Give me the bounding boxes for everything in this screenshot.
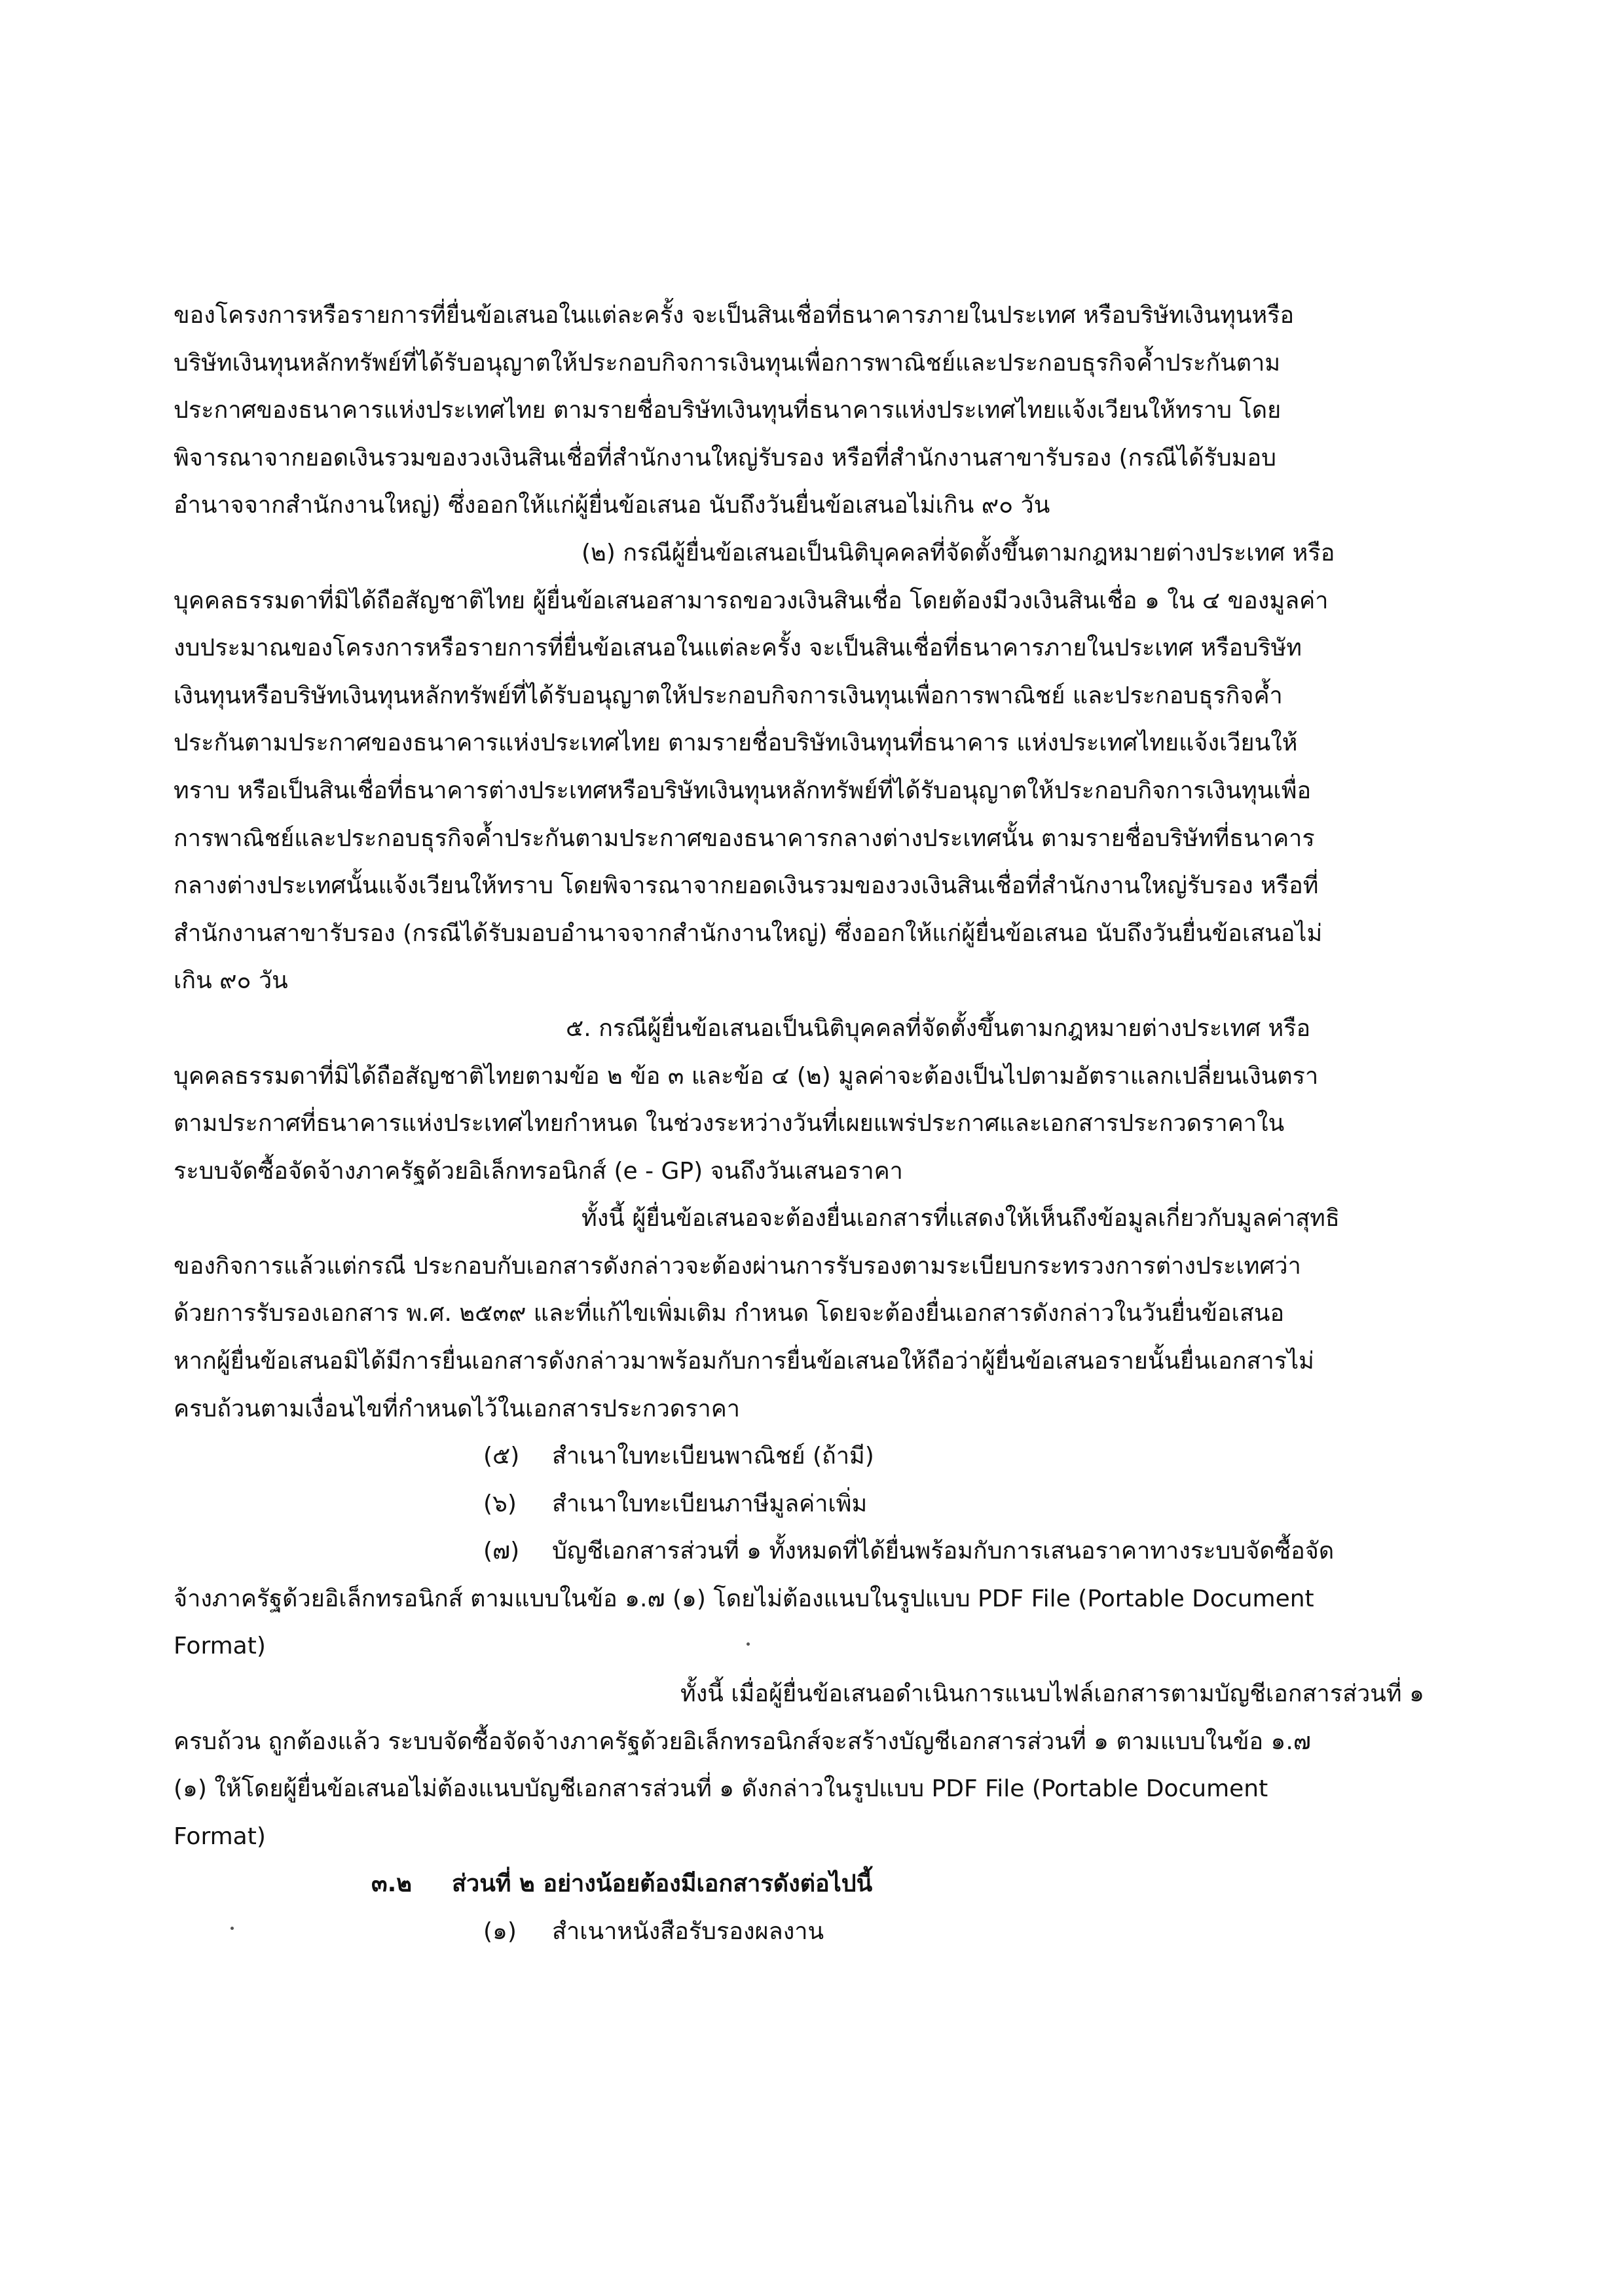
body-line: อำนาจจากสำนักงานใหญ่) ซึ่งออกให้แก่ผู้ยื่นข้อเสนอ นับถึงวันยื่นข้อเสนอไม่เกิน ๙๐ วัน (174, 492, 1050, 519)
body-line: ด้วยการรับรองเอกสาร พ.ศ. ๒๕๓๙ และที่แก้ไขเพิ่มเติม กำหนด โดยจะต้องยื่นเอกสารดังกล่าวในวันยื่นข้อเสนอ (174, 1300, 1285, 1327)
list-item-number: (๗) (483, 1538, 520, 1565)
body-line: ครบถ้วน ถูกต้องแล้ว ระบบจัดซื้อจัดจ้างภาครัฐด้วยอิเล็กทรอนิกส์จะสร้างบัญชีเอกสารส่วนที่ ๑ ตามแบบในข้อ ๑.๗ (174, 1728, 1311, 1755)
body-line: ทั้งนี้ เมื่อผู้ยื่นข้อเสนอดำเนินการแนบไฟล์เอกสารตามบัญชีเอกสารส่วนที่ ๑ (680, 1680, 1424, 1707)
body-line: ครบถ้วนตามเงื่อนไขที่กำหนดไว้ในเอกสารประกวดราคา (174, 1396, 741, 1422)
list-item-text: บัญชีเอกสารส่วนที่ ๑ ทั้งหมดที่ได้ยื่นพร้อมกับการเสนอราคาทางระบบจัดซื้อจัด (552, 1538, 1335, 1565)
body-line: Format) (174, 1823, 266, 1850)
list-item-text: สำเนาหนังสือรับรองผลงาน (552, 1918, 824, 1945)
list-item-text: สำเนาใบทะเบียนพาณิชย์ (ถ้ามี) (552, 1443, 874, 1470)
body-line: พิจารณาจากยอดเงินรวมของวงเงินสินเชื่อที่สำนักงานใหญ่รับรอง หรือที่สำนักงานสาขารับรอง (กรณีได้รับมอบ (174, 445, 1276, 472)
stray-mark (747, 1642, 750, 1646)
body-line: (๒) กรณีผู้ยื่นข้อเสนอเป็นนิติบุคคลที่จัดตั้งขึ้นตามกฎหมายต่างประเทศ หรือ (581, 540, 1335, 566)
section-number: ๓.๒ (371, 1870, 413, 1897)
body-line: ของกิจการแล้วแต่กรณี ประกอบกับเอกสารดังกล่าวจะต้องผ่านการรับรองตามระเบียบกระทรวงการต่างประเทศว่า (174, 1253, 1301, 1280)
body-line: จ้างภาครัฐด้วยอิเล็กทรอนิกส์ ตามแบบในข้อ ๑.๗ (๑) โดยไม่ต้องแนบในรูปแบบ PDF File (Portable Document (174, 1585, 1314, 1612)
body-line: ทั้งนี้ ผู้ยื่นข้อเสนอจะต้องยื่นเอกสารที่แสดงให้เห็นถึงข้อมูลเกี่ยวกับมูลค่าสุทธิ (581, 1205, 1340, 1232)
body-line: บุคคลธรรมดาที่มิได้ถือสัญชาติไทย ผู้ยื่นข้อเสนอสามารถขอวงเงินสินเชื่อ โดยต้องมีวงเงินสินเชื่อ ๑ ใน ๔ ของมูลค่า (174, 587, 1329, 614)
body-line: ของโครงการหรือรายการที่ยื่นข้อเสนอในแต่ละครั้ง จะเป็นสินเชื่อที่ธนาคารภายในประเทศ หรือบริษัทเงินทุนหรือ (174, 302, 1295, 329)
body-line: ๕. กรณีผู้ยื่นข้อเสนอเป็นนิติบุคคลที่จัดตั้งขึ้นตามกฎหมายต่างประเทศ หรือ (566, 1015, 1311, 1042)
list-item-text: สำเนาใบทะเบียนภาษีมูลค่าเพิ่ม (552, 1491, 868, 1517)
body-line: หากผู้ยื่นข้อเสนอมิได้มีการยื่นเอกสารดังกล่าวมาพร้อมกับการยื่นข้อเสนอให้ถือว่าผู้ยื่นข้อเสนอรายนั้นยื่นเอกสารไม่ (174, 1348, 1314, 1375)
body-line: ประกันตามประกาศของธนาคารแห่งประเทศไทย ตามรายชื่อบริษัทเงินทุนที่ธนาคาร แห่งประเทศไทยแจ้งเวียนให้ (174, 730, 1298, 756)
body-line: ทราบ หรือเป็นสินเชื่อที่ธนาคารต่างประเทศหรือบริษัทเงินทุนหลักทรัพย์ที่ได้รับอนุญาตให้ประกอบกิจการเงินทุนเพื่อ (174, 777, 1312, 804)
stray-mark (231, 1927, 234, 1930)
body-line: ตามประกาศที่ธนาคารแห่งประเทศไทยกำหนด ในช่วงระหว่างวันที่เผยแพร่ประกาศและเอกสารประกวดราคาใน (174, 1110, 1285, 1137)
list-item-number: (๑) (483, 1918, 517, 1945)
body-line: เกิน ๙๐ วัน (174, 967, 288, 994)
body-line: (๑) ให้โดยผู้ยื่นข้อเสนอไม่ต้องแนบบัญชีเอกสารส่วนที่ ๑ ดังกล่าวในรูปแบบ PDF File (Portable Document (174, 1775, 1268, 1802)
body-line: ประกาศของธนาคารแห่งประเทศไทย ตามรายชื่อบริษัทเงินทุนที่ธนาคารแห่งประเทศไทยแจ้งเวียนให้ทราบ โดย (174, 397, 1282, 424)
body-line: กลางต่างประเทศนั้นแจ้งเวียนให้ทราบ โดยพิจารณาจากยอดเงินรวมของวงเงินสินเชื่อที่สำนักงานใหญ่รับรอง หรือที่ (174, 872, 1319, 899)
list-item-number: (๖) (483, 1491, 517, 1517)
section-heading: ส่วนที่ ๒ อย่างน้อยต้องมีเอกสารดังต่อไปนี้ (452, 1870, 873, 1897)
body-line: บุคคลธรรมดาที่มิได้ถือสัญชาติไทยตามข้อ ๒ ข้อ ๓ และข้อ ๔ (๒) มูลค่าจะต้องเป็นไปตามอัตราแลกเปลี่ยนเงินตรา (174, 1063, 1319, 1090)
body-line: งบประมาณของโครงการหรือรายการที่ยื่นข้อเสนอในแต่ละครั้ง จะเป็นสินเชื่อที่ธนาคารภายในประเทศ หรือบริษัท (174, 635, 1302, 661)
body-line: สำนักงานสาขารับรอง (กรณีได้รับมอบอำนาจจากสำนักงานใหญ่) ซึ่งออกให้แก่ผู้ยื่นข้อเสนอ นับถึงวันยื่นข้อเสนอไม่ (174, 920, 1323, 947)
body-line: การพาณิชย์และประกอบธุรกิจค้ำประกันตามประกาศของธนาคารกลางต่างประเทศนั้น ตามรายชื่อบริษัทที่ธนาคาร (174, 825, 1315, 852)
body-line: Format) (174, 1633, 266, 1659)
body-line: บริษัทเงินทุนหลักทรัพย์ที่ได้รับอนุญาตให้ประกอบกิจการเงินทุนเพื่อการพาณิชย์และประกอบธุรกิจค้ำประกันตาม (174, 350, 1281, 377)
body-line: ระบบจัดซื้อจัดจ้างภาครัฐด้วยอิเล็กทรอนิกส์ (e - GP) จนถึงวันเสนอราคา (174, 1158, 903, 1185)
list-item-number: (๕) (483, 1443, 520, 1470)
body-line: เงินทุนหรือบริษัทเงินทุนหลักทรัพย์ที่ได้รับอนุญาตให้ประกอบกิจการเงินทุนเพื่อการพาณิชย์ และประกอบธุรกิจค้ำ (174, 682, 1283, 709)
